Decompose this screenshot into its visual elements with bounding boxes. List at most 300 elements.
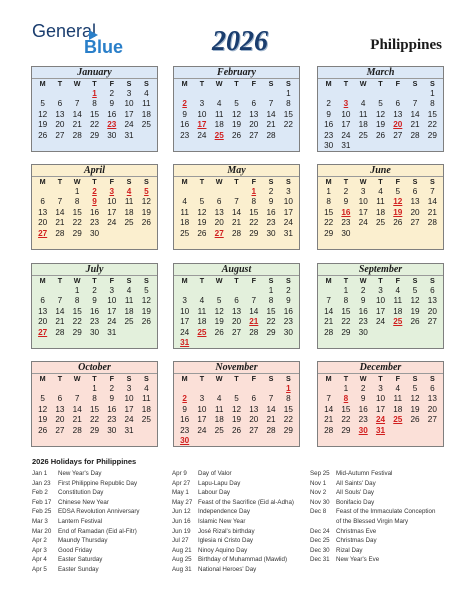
calendar-day: 7 (412, 99, 418, 108)
calendar-day: 16 (107, 109, 117, 119)
calendar-day: 20 (427, 306, 437, 316)
month-january (31, 66, 158, 152)
calendar-day: 21 (55, 317, 65, 326)
calendar-day: 11 (393, 296, 403, 305)
holiday-row (32, 517, 140, 527)
calendar-day: 2 (326, 99, 331, 108)
month-days-grid (318, 79, 443, 152)
calendar-day: 14 (266, 109, 276, 119)
weekday-header: F (395, 79, 400, 88)
holiday-name: Easter Saturday (58, 556, 103, 564)
calendar-day: 9 (268, 197, 274, 206)
calendar-day: 27 (410, 218, 420, 227)
month-september (317, 263, 444, 349)
calendar-day: 14 (72, 109, 82, 119)
calendar-day: 25 (358, 130, 368, 140)
calendar-day: 5 (395, 186, 401, 196)
calendar-day: 2 (286, 285, 291, 295)
calendar-day: 17 (180, 317, 190, 326)
holiday-row (32, 546, 140, 556)
calendar-day: 18 (214, 120, 224, 129)
holiday-day: 25 (197, 327, 207, 337)
calendar-day: 24 (107, 218, 117, 227)
weekday-header: M (39, 374, 46, 383)
calendar-day: 9 (109, 394, 115, 403)
empty-day (228, 286, 245, 297)
calendar-day: 31 (124, 130, 134, 140)
calendar-day: 20 (38, 317, 48, 326)
empty-day (211, 286, 228, 297)
calendar-day: 2 (109, 383, 115, 393)
calendar-day: 12 (375, 109, 386, 119)
calendar-day: 23 (180, 130, 190, 140)
calendar-day: 19 (38, 120, 48, 129)
calendar-day: 9 (286, 296, 291, 305)
empty-day (193, 187, 210, 198)
calendar-day: 26 (141, 218, 151, 227)
weekday-header: T (378, 79, 383, 88)
calendar-day: 7 (430, 186, 435, 196)
calendar-day: 2 (268, 186, 274, 196)
calendar-day: 19 (38, 415, 48, 424)
logo-text-general: General (32, 21, 97, 41)
empty-day (34, 384, 51, 395)
country-name: Philippines (370, 37, 442, 53)
calendar-day: 17 (197, 415, 207, 424)
empty-day (211, 187, 228, 198)
calendar-day: 21 (231, 218, 242, 227)
calendar-day: 13 (231, 306, 242, 316)
weekday-header: W (73, 79, 81, 88)
calendar-day: 17 (107, 306, 117, 316)
holiday-row (32, 498, 140, 508)
calendar-day: 27 (231, 327, 242, 337)
calendar-day: 15 (72, 207, 82, 217)
weekday-header: T (343, 374, 349, 383)
holiday-row (172, 555, 294, 565)
calendar-day: 26 (410, 415, 420, 424)
calendar-day: 9 (360, 394, 366, 403)
calendar-day: 4 (182, 197, 187, 206)
calendar-day: 1 (326, 186, 331, 196)
calendar-day: 1 (74, 186, 80, 196)
holiday-date: Dec 30 (310, 546, 330, 554)
calendar-day: 23 (266, 218, 276, 227)
weekday-header: T (343, 177, 349, 186)
calendar-day: 9 (360, 296, 366, 305)
weekday-header: T (234, 79, 239, 88)
empty-day (176, 286, 193, 297)
month-title: December (318, 362, 443, 374)
weekday-header: M (39, 276, 46, 285)
calendar-day: 24 (180, 327, 190, 337)
calendar-day: 11 (376, 197, 385, 206)
calendar-day: 7 (234, 197, 239, 206)
holiday-name: All Saints' Day (336, 479, 376, 487)
calendar-day: 3 (126, 383, 132, 393)
empty-day (355, 89, 372, 100)
calendar-day: 15 (266, 306, 276, 316)
calendar-day: 2 (343, 186, 349, 196)
month-days-grid (174, 374, 299, 447)
calendar-day: 4 (378, 186, 383, 196)
calendar-day: 16 (283, 306, 293, 316)
calendar-day: 25 (180, 228, 190, 238)
weekday-header: S (412, 79, 418, 88)
page-header (0, 0, 474, 62)
calendar-day: 5 (412, 285, 418, 295)
calendar-day: 17 (341, 120, 351, 129)
month-days-grid (32, 374, 157, 436)
weekday-header: W (73, 276, 81, 285)
weekday-header: S (126, 177, 132, 186)
weekday-header: W (215, 177, 223, 186)
calendar-day: 29 (89, 425, 100, 435)
empty-day (34, 286, 51, 297)
holiday-name: End of Ramadan (Eid al-Fitr) (58, 527, 137, 535)
calendar-day: 11 (180, 207, 189, 217)
calendar-day: 10 (124, 394, 134, 403)
holiday-date: Feb 2 (32, 489, 48, 497)
calendar-day: 5 (216, 296, 222, 305)
month-august (173, 263, 300, 349)
holiday-name: Bonifacio Day (336, 498, 375, 506)
holiday-row (310, 517, 435, 527)
weekday-header: F (395, 177, 400, 186)
calendar-day: 3 (360, 186, 366, 196)
calendar-day: 6 (216, 197, 222, 206)
calendar-day: 29 (72, 228, 82, 238)
holiday-date: Jun 12 (172, 508, 191, 516)
empty-day (211, 384, 228, 395)
calendar-day: 18 (124, 306, 134, 316)
calendar-day: 4 (199, 296, 205, 305)
calendar-day: 24 (358, 218, 368, 227)
month-title: November (174, 362, 299, 374)
holiday-date: Apr 5 (32, 565, 47, 573)
calendar-day: 18 (197, 317, 207, 326)
empty-day (51, 187, 68, 198)
holiday-day: 25 (393, 415, 403, 424)
month-days-grid (318, 276, 443, 338)
holiday-name: Constitution Day (58, 489, 104, 497)
weekday-header: F (251, 177, 256, 186)
calendar-day: 2 (92, 285, 97, 295)
empty-day (34, 89, 51, 100)
calendar-day: 24 (124, 415, 134, 424)
calendar-day: 14 (72, 404, 82, 414)
weekday-header: S (285, 374, 291, 383)
calendar-day: 28 (55, 327, 65, 337)
holiday-date: Dec 25 (310, 537, 330, 545)
holiday-row (172, 479, 294, 489)
generalblue-logo (32, 22, 123, 56)
calendar-day: 18 (141, 404, 151, 414)
weekday-header: M (39, 79, 46, 88)
empty-day (193, 286, 210, 297)
holiday-name: Independence Day (198, 508, 250, 516)
calendar-day: 23 (180, 425, 190, 435)
month-title: March (318, 67, 443, 79)
weekday-header: T (343, 276, 349, 285)
calendar-day: 11 (214, 404, 224, 414)
holiday-row (32, 479, 140, 489)
calendar-day: 25 (375, 218, 386, 227)
holiday-day: 12 (393, 197, 403, 206)
calendar-day: 30 (324, 141, 334, 150)
weekday-header: M (325, 79, 332, 88)
calendar-day: 10 (283, 197, 293, 206)
empty-day (228, 384, 245, 395)
calendar-day: 12 (214, 306, 224, 316)
calendar-day: 25 (124, 218, 134, 227)
holiday-day: 24 (375, 415, 386, 424)
weekday-header: S (126, 276, 132, 285)
calendar-day: 20 (38, 218, 48, 227)
calendar-day: 21 (410, 120, 420, 129)
holiday-date: Jul 27 (172, 537, 189, 545)
holiday-name: Christmas Eve (336, 527, 377, 535)
holiday-name: of the Blessed Virgin Mary (336, 517, 409, 525)
calendar-day: 15 (324, 207, 334, 217)
calendar-day: 11 (142, 99, 151, 108)
calendar-day: 16 (358, 404, 368, 414)
calendar-day: 14 (249, 306, 259, 316)
calendar-day: 8 (251, 197, 257, 206)
calendar-day: 18 (393, 404, 403, 414)
calendar-day: 12 (410, 394, 420, 403)
calendar-day: 18 (141, 109, 151, 119)
calendar-day: 28 (72, 130, 82, 140)
calendar-day: 4 (216, 394, 222, 403)
empty-day (245, 89, 262, 100)
calendar-day: 3 (109, 285, 115, 295)
calendar-day: 22 (72, 317, 82, 326)
holiday-row (172, 536, 294, 546)
calendar-day: 19 (410, 404, 420, 414)
calendar-day: 9 (92, 296, 97, 305)
calendar-day: 13 (38, 306, 48, 316)
calendar-day: 18 (393, 306, 403, 316)
weekday-header: T (343, 79, 349, 88)
weekday-header: S (429, 177, 435, 186)
calendar-day: 30 (89, 228, 100, 238)
weekday-header: F (109, 374, 114, 383)
calendar-day: 22 (283, 415, 293, 424)
holiday-day: 20 (393, 120, 403, 129)
holidays-column-2 (172, 469, 294, 575)
weekday-header: M (181, 79, 188, 88)
weekday-header: W (359, 276, 367, 285)
calendar-day: 26 (375, 130, 386, 140)
calendar-day: 7 (268, 99, 274, 108)
empty-day (51, 89, 68, 100)
weekday-header: S (268, 374, 274, 383)
calendar-day: 20 (249, 415, 259, 424)
holiday-name: Labour Day (198, 489, 230, 497)
calendar-day: 6 (57, 394, 63, 403)
month-days-grid (32, 177, 157, 239)
holiday-row (32, 488, 140, 498)
holiday-date: Jun 16 (172, 517, 191, 525)
holiday-day: 27 (214, 228, 224, 238)
weekday-header: W (215, 79, 223, 88)
holiday-name: Birthday of Muhammad (Mawlid) (198, 556, 288, 564)
holiday-name: New Year's Eve (336, 556, 380, 564)
holiday-row (310, 479, 435, 489)
calendar-day: 23 (283, 317, 293, 326)
calendar-day: 10 (375, 394, 386, 403)
holiday-day: 8 (343, 394, 349, 403)
calendar-day: 29 (324, 228, 334, 238)
empty-day (69, 89, 86, 100)
holiday-day: 30 (358, 425, 368, 435)
calendar-day: 7 (74, 99, 80, 108)
calendar-day: 16 (324, 120, 334, 129)
holiday-name: Islamic New Year (198, 517, 246, 525)
month-days-grid (174, 276, 299, 349)
calendar-day: 18 (214, 415, 224, 424)
weekday-header: T (234, 374, 239, 383)
weekday-header: W (359, 374, 367, 383)
weekday-header: S (268, 177, 274, 186)
weekday-header: S (429, 79, 435, 88)
holiday-name: Mid-Autumn Festival (336, 470, 393, 477)
calendar-day: 8 (286, 99, 291, 108)
calendar-day: 13 (393, 109, 403, 119)
holidays-title: 2026 Holidays for Philippines (32, 457, 137, 466)
holiday-row (310, 546, 435, 556)
calendar-day: 10 (180, 306, 190, 316)
calendar-day: 16 (89, 306, 100, 316)
calendar-day: 21 (72, 415, 82, 424)
calendar-day: 29 (283, 425, 293, 435)
holiday-date: Apr 3 (32, 546, 47, 554)
calendar-day: 20 (427, 404, 437, 414)
month-december (317, 361, 444, 447)
calendar-day: 30 (266, 228, 276, 238)
calendar-day: 30 (283, 327, 293, 337)
calendar-day: 22 (89, 120, 100, 129)
holiday-name: Maundy Thursday (58, 537, 108, 545)
calendar-day: 15 (249, 207, 259, 217)
month-october (31, 361, 158, 447)
holiday-row (32, 565, 140, 575)
calendar-day: 17 (375, 306, 386, 316)
weekday-header: M (181, 276, 188, 285)
calendar-day: 3 (378, 383, 383, 393)
month-july (31, 263, 158, 349)
holiday-date: Aug 25 (172, 556, 192, 564)
empty-day (320, 286, 337, 297)
calendar-day: 13 (249, 109, 259, 119)
holiday-day: 2 (92, 186, 97, 196)
month-title: October (32, 362, 157, 374)
calendar-day: 7 (326, 296, 331, 305)
calendar-day: 30 (358, 327, 368, 337)
calendar-day: 21 (55, 218, 65, 227)
holiday-name: Iglesia ni Cristo Day (198, 537, 254, 545)
holiday-day: 23 (107, 120, 117, 129)
calendar-day: 14 (410, 109, 420, 119)
calendar-day: 28 (410, 130, 420, 140)
calendar-day: 17 (283, 207, 293, 217)
calendar-day: 16 (89, 207, 100, 217)
calendar-day: 2 (360, 383, 366, 393)
weekday-header: T (92, 374, 97, 383)
holiday-day: 30 (180, 436, 190, 445)
holiday-date: Dec 8 (310, 508, 327, 516)
calendar-day: 27 (427, 415, 437, 424)
calendar-day: 15 (89, 109, 100, 119)
empty-day (245, 384, 262, 395)
calendar-day: 28 (72, 425, 82, 435)
calendar-day: 31 (107, 327, 117, 337)
holiday-row (172, 517, 294, 527)
calendar-day: 1 (286, 88, 291, 98)
calendar-day: 25 (124, 317, 134, 326)
calendar-day: 4 (360, 99, 366, 108)
weekday-header: T (378, 374, 383, 383)
calendar-day: 5 (378, 99, 383, 108)
holiday-row (310, 555, 435, 565)
weekday-header: S (143, 276, 149, 285)
holiday-name: Chinese New Year (58, 498, 109, 506)
weekday-header: S (285, 177, 291, 186)
calendar-day: 12 (231, 109, 242, 119)
calendar-day: 22 (341, 415, 351, 424)
calendar-day: 13 (55, 404, 65, 414)
month-title: September (318, 264, 443, 276)
month-may (173, 164, 300, 250)
calendar-day: 26 (393, 218, 403, 227)
calendar-day: 14 (427, 197, 437, 206)
calendar-day: 30 (341, 228, 351, 238)
holiday-row (172, 498, 294, 508)
calendar-day: 14 (324, 306, 334, 316)
weekday-header: S (143, 177, 149, 186)
holiday-name: EDSA Revolution Anniversary (58, 508, 140, 516)
empty-day (262, 384, 279, 395)
calendar-day: 10 (124, 99, 134, 108)
calendar-day: 22 (324, 218, 334, 227)
calendar-day: 6 (430, 285, 435, 295)
calendar-day: 17 (107, 207, 117, 217)
calendar-day: 12 (38, 109, 48, 119)
calendar-day: 15 (427, 109, 437, 119)
calendar-day: 30 (107, 425, 117, 435)
calendar-day: 21 (72, 120, 82, 129)
calendar-day: 26 (38, 425, 48, 435)
calendar-day: 27 (427, 317, 437, 326)
holiday-day: 2 (182, 99, 187, 108)
calendar-day: 19 (141, 306, 151, 316)
calendar-day: 9 (109, 99, 115, 108)
empty-day (245, 286, 262, 297)
calendar-day: 2 (109, 88, 115, 98)
weekday-header: S (143, 374, 149, 383)
calendar-day: 14 (55, 207, 65, 217)
empty-day (320, 384, 337, 395)
weekday-header: S (412, 276, 418, 285)
holiday-row (310, 469, 435, 479)
weekday-header: F (395, 374, 400, 383)
calendar-day: 7 (57, 197, 63, 206)
calendar-day: 11 (214, 109, 224, 119)
calendar-day: 16 (180, 120, 190, 129)
calendar-day: 17 (358, 207, 368, 217)
holiday-name: Rizal Day (336, 546, 363, 554)
